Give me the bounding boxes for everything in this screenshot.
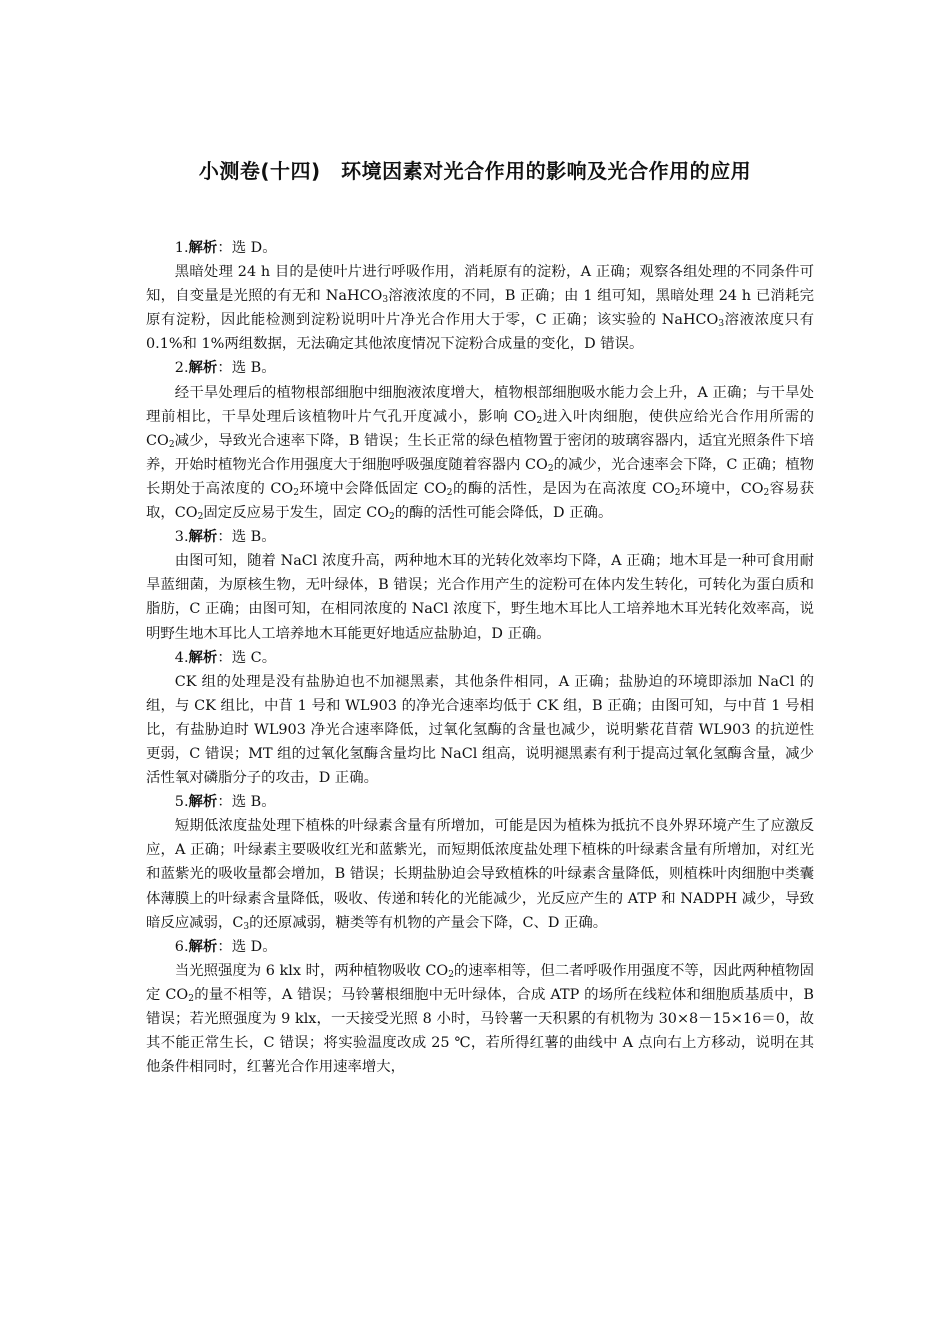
answer-choice: ：选 B。 bbox=[217, 529, 276, 546]
answer-label: 解析 bbox=[188, 649, 218, 666]
answer-label: 解析 bbox=[188, 360, 218, 377]
answer-explanation-5: 短期低浓度盐处理下植株的叶绿素含量有所增加，可能是因为植株为抵抗不良外界环境产生了应激反应，A 正确；叶绿素主要吸收红光和蓝紫光，而短期低浓度盐处理下植株的叶绿素含量有所增加，对红光和蓝紫光的吸收量都会增加，B 错误；长期盐胁迫会导致植株的叶绿素含量降低，则植株叶肉细胞中类囊体薄膜上的叶绿素含量降低，吸收、传递和转化的光能减少，光反应产生的 ATP 和 NADPH 减少，导致暗反应减弱，$C_3$的还原减弱，糖类等有机物的产量会下降，C、D 正确。 bbox=[146, 818, 814, 932]
answer-heading-5 bbox=[146, 790, 814, 814]
answer-heading-2 bbox=[146, 356, 814, 380]
answer-explanation-2: 经干旱处理后的植物根部细胞中细胞液浓度增大，植物根部细胞吸水能力会上升，A 正确；与干旱处理前相比，干旱处理后该植物叶片气孔开度减小，影响 $CO_2$进入叶肉细胞，使供应给光合作用所需的 $CO_2$减少，导致光合速率下降，B 错误；生长正常的绿色植物置于密闭的玻璃容器内，适宜光照条件下培养，开始时植物光合作用强度大于细胞呼吸强度随着容器内 $CO_2$的减少，光合速率会下降，C 正确；植物长期处于高浓度的 $CO_2$环境中会降低固定 $CO_2$的酶的活性，是因为在高浓度 $CO_2$环境中，$CO_2$容易获取，$CO_2$固定反应易于发生，固定 $CO_2$的酶的活性可能会降低，D 正确。 bbox=[146, 384, 814, 523]
answer-label: 解析 bbox=[188, 240, 218, 256]
answer-number: 4. bbox=[174, 649, 189, 666]
answer-choice: ：选 D。 bbox=[217, 938, 277, 955]
answer-choice: ：选 D。 bbox=[217, 240, 277, 256]
answer-label: 解析 bbox=[188, 938, 218, 955]
answer-heading-3 bbox=[146, 525, 814, 549]
answer-explanation-4: CK 组的处理是没有盐胁迫也不加褪黑素，其他条件相同，A 正确；盐胁迫的环境即添加 NaCl 的组，与 CK 组比，中苜 1 号和 WL903 的净光合速率均低于 CK 组，B 正确；由图可知，与中苜 1 号相比，有盐胁迫时 WL903 净光合速率降低，过氧化氢酶的含量也减少，说明紫花苜蓿 WL903 的抗逆性更弱，C 错误；MT 组的过氧化氢酶含量均比 NaCl 组高，说明褪黑素有利于提高过氧化氢酶含量，减少活性氧对磷脂分子的攻击，D 正确。 bbox=[146, 673, 814, 787]
answer-number: 5. bbox=[174, 794, 189, 811]
answer-heading-1 bbox=[146, 236, 814, 260]
document-title: 小测卷(十四) 环境因素对光合作用的影响及光合作用的应用 bbox=[198, 159, 752, 183]
answer-heading-6 bbox=[146, 935, 814, 959]
answer-heading-4 bbox=[146, 646, 814, 670]
answer-choice: ：选 C。 bbox=[217, 649, 277, 666]
answer-label: 解析 bbox=[188, 529, 218, 546]
answer-label: 解析 bbox=[188, 794, 218, 811]
answer-number: 3. bbox=[174, 529, 189, 546]
answer-number: 6. bbox=[174, 938, 189, 955]
answer-number: 1. bbox=[174, 240, 189, 256]
answer-choice: ：选 B。 bbox=[217, 794, 276, 811]
answer-list bbox=[146, 236, 814, 1079]
answer-number: 2. bbox=[174, 360, 189, 377]
answer-explanation-6: 当光照强度为 6 klx 时，两种植物吸收 $CO_2$的速率相等，但二者呼吸作用强度不等，因此两种植物固定 $CO_2$的量不相等，A 错误；马铃薯根细胞中无叶绿体，合成 ATP 的场所在线粒体和细胞质基质中，B 错误；若光照强度为 9 klx，一天接受光照 8 小时，马铃薯一天积累的有机物为 30×8－15×16＝0，故其不能正常生长，C 错误；将实验温度改成 25 ℃，若所得红薯的曲线中 A 点向右上方移动，说明在其他条件相同时，红薯光合作用速率增大， bbox=[146, 962, 814, 1076]
answer-explanation-1: 黑暗处理 24 h 目的是使叶片进行呼吸作用，消耗原有的淀粉，A 正确；观察各组处理的不同条件可知，自变量是光照的有无和 NaHCO$_3$溶液浓度的不同，B 正确；由 1 组可知，黑暗处理 24 h 已消耗完原有淀粉，因此能检测到淀粉说明叶片净光合作用大于零，C 正确；该实验的 NaHCO$_3$溶液浓度只有 0.1%和 1%两组数据，无法确定其他浓度情况下淀粉合成量的变化，D 错误。 bbox=[146, 264, 814, 353]
answer-explanation-3: 由图可知，随着 NaCl 浓度升高，两种地木耳的光转化效率均下降，A 正确；地木耳是一种可食用耐旱蓝细菌，为原核生物，无叶绿体，B 错误；光合作用产生的淀粉可在体内发生转化，可转化为蛋白质和脂肪，C 正确；由图可知，在相同浓度的 NaCl 浓度下，野生地木耳比人工培养地木耳光转化效率高，说明野生地木耳比人工培养地木耳能更好地适应盐胁迫，D 正确。 bbox=[146, 553, 814, 642]
answer-choice: ：选 B。 bbox=[217, 360, 276, 377]
